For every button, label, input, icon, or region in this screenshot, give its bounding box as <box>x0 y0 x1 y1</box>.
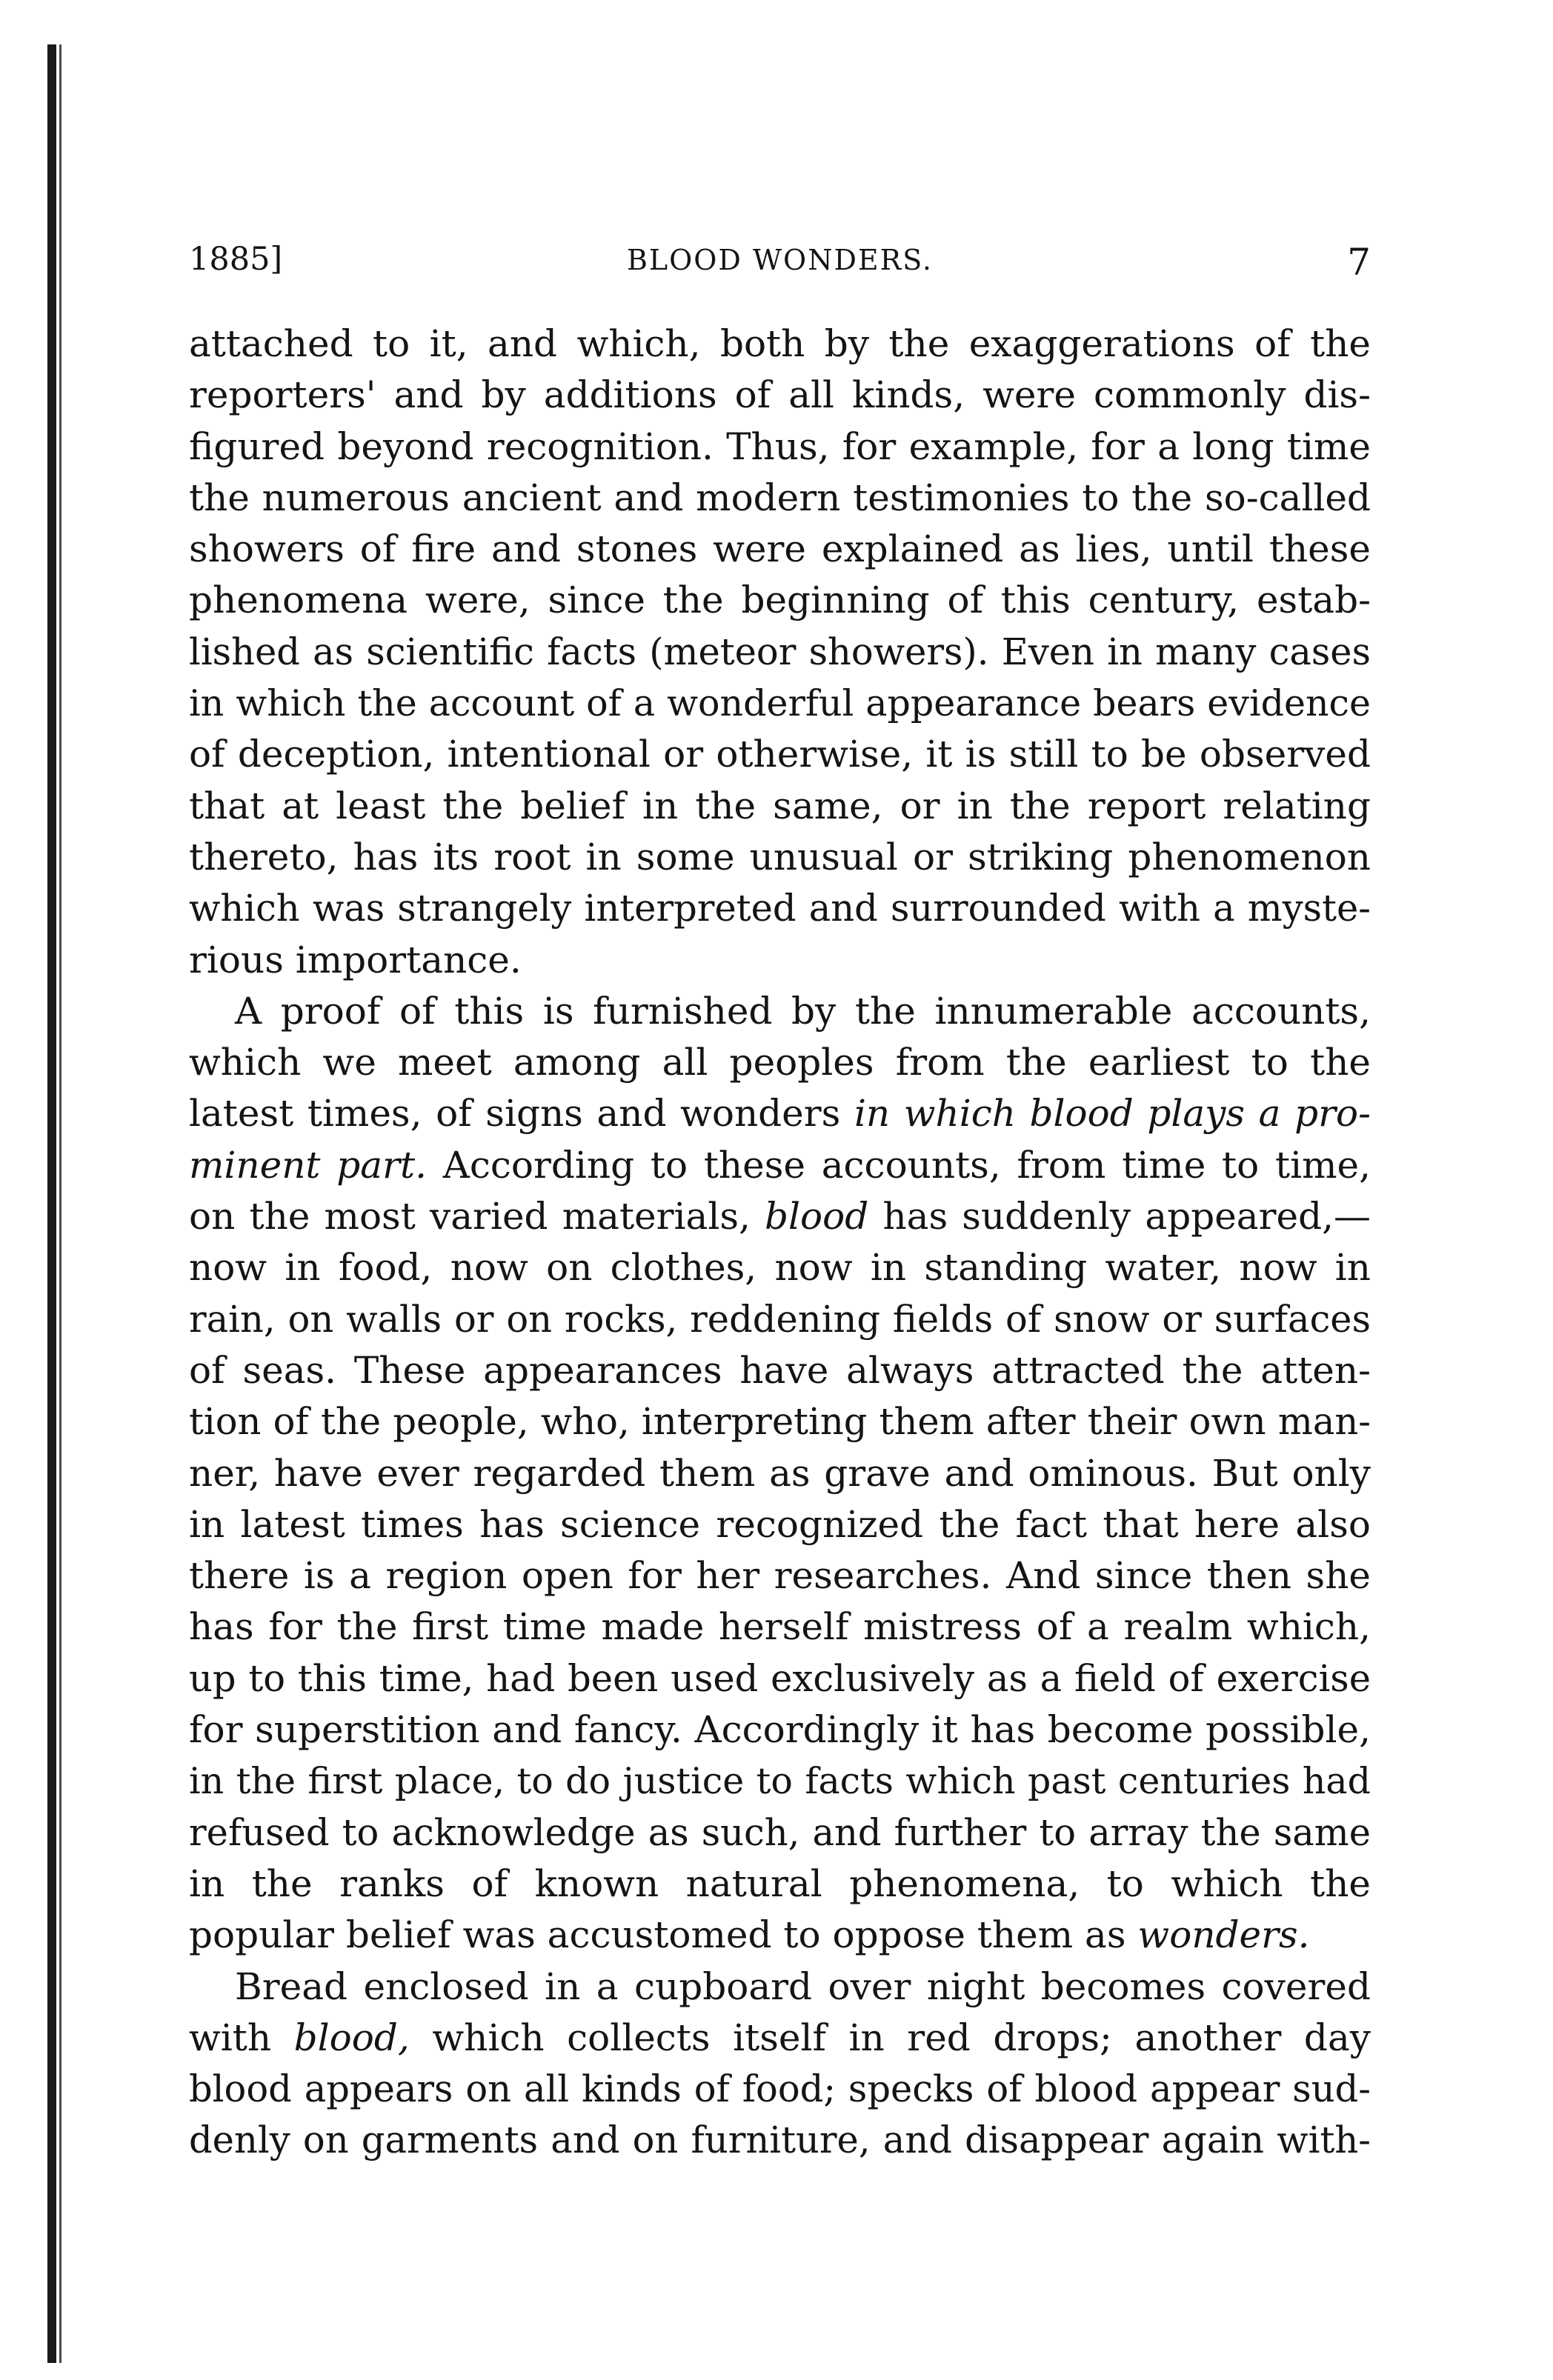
italic-text: wonders. <box>1137 1913 1310 1957</box>
text-line <box>189 1910 1371 1961</box>
line-text: rious importance. <box>189 938 522 981</box>
text-line <box>189 1448 1371 1499</box>
text-line <box>189 1756 1371 1807</box>
text-line <box>189 1294 1371 1345</box>
text-line <box>189 627 1371 678</box>
scan-edge-line <box>59 44 61 2363</box>
line-text: with <box>189 2016 294 2059</box>
text-line <box>189 473 1371 524</box>
line-text: rain, on walls or on rocks, reddening fields of snow or surfaces <box>189 1297 1371 1341</box>
line-text: for superstition and fancy. Accordingly it has become possible, <box>189 1708 1371 1752</box>
text-line <box>189 370 1371 421</box>
text-line <box>189 1961 1371 2013</box>
line-text: figured beyond recognition. Thus, for example, for a long time <box>189 424 1371 468</box>
line-text: tion of the people, who, interpreting them after their own man- <box>189 1400 1371 1444</box>
text-line <box>189 1191 1371 1242</box>
line-text: attached to it, and which, both by the exaggerations of the <box>189 322 1371 365</box>
line-text: that at least the belief in the same, or in the report relating <box>189 784 1371 827</box>
line-text: ner, have ever regarded them as grave and ominous. But only <box>189 1451 1371 1495</box>
line-text: in which the account of a wonderful appearance bears evidence <box>189 682 1371 725</box>
line-text: up to this time, had been used exclusively as a field of exercise <box>189 1656 1371 1700</box>
italic-text: blood <box>765 1195 869 1239</box>
text-line <box>189 1396 1371 1447</box>
line-text: which was strangely interpreted and surrounded with a myste- <box>189 887 1371 930</box>
line-text: now in food, now on clothes, now in standing water, now in <box>189 1246 1371 1290</box>
line-text: reporters' and by additions of all kinds, were commonly dis- <box>189 373 1371 417</box>
text-line <box>189 678 1371 729</box>
text-line <box>189 575 1371 626</box>
line-text: popular belief was accustomed to oppose them as <box>189 1913 1138 1957</box>
text-line <box>189 1088 1371 1139</box>
text-line <box>189 883 1371 934</box>
running-head-date: 1885] <box>189 241 283 278</box>
line-text: According to these accounts, from time to time, <box>426 1143 1371 1187</box>
page-number: 7 <box>1347 241 1371 284</box>
line-text: latest times, of signs and wonders <box>189 1092 854 1136</box>
text-line <box>189 986 1371 1037</box>
text-line <box>189 1345 1371 1396</box>
line-text: of seas. These appearances have always attracted the atten- <box>189 1348 1371 1392</box>
text-line <box>189 2115 1371 2166</box>
line-text: of deception, intentional or otherwise, it is still to be observed <box>189 733 1371 776</box>
line-text: on the most varied materials, <box>189 1195 765 1239</box>
running-head-title: BLOOD WONDERS. <box>626 244 934 276</box>
line-text: which we meet among all peoples from the earliest to the <box>189 1041 1371 1084</box>
line-text: in the first place, to do justice to facts which past centuries had <box>189 1760 1371 1803</box>
line-text: in the ranks of known natural phenomena, to which the <box>189 1861 1371 1905</box>
text-line <box>189 421 1371 473</box>
italic-text: minent part. <box>189 1143 427 1187</box>
line-text: thereto, has its root in some unusual or striking phenomenon <box>189 835 1371 879</box>
text-line <box>189 524 1371 575</box>
text-line <box>189 935 1371 986</box>
line-text: has suddenly appeared,— <box>868 1195 1371 1239</box>
running-head <box>189 241 1371 285</box>
text-line <box>189 1550 1371 1601</box>
text-line <box>189 729 1371 780</box>
text-line <box>189 781 1371 832</box>
text-line <box>189 1704 1371 1756</box>
line-text: lished as scientific facts (meteor showers). Even in many cases <box>189 630 1371 673</box>
text-line <box>189 1037 1371 1088</box>
body-text <box>189 319 1371 2167</box>
text-line <box>189 2064 1371 2115</box>
italic-text: blood, <box>293 2016 410 2059</box>
line-text: refused to acknowledge as such, and further to array the same <box>189 1810 1371 1854</box>
line-text: the numerous ancient and modern testimonies to the so-called <box>189 476 1371 519</box>
scan-edge-bar <box>47 44 56 2363</box>
text-line <box>189 1653 1371 1704</box>
text-line <box>189 1859 1371 1910</box>
line-text: there is a region open for her researches. And since then she <box>189 1554 1371 1598</box>
line-text: blood appears on all kinds of food; specks of blood appear sud- <box>189 2067 1371 2111</box>
text-line <box>189 1140 1371 1191</box>
text-line <box>189 319 1371 370</box>
text-line <box>189 2013 1371 2064</box>
text-line <box>189 832 1371 883</box>
text-line <box>189 1601 1371 1653</box>
italic-text: in which blood plays a pro- <box>854 1092 1371 1136</box>
line-text: A proof of this is furnished by the innumerable accounts, <box>235 989 1371 1033</box>
text-line <box>189 1242 1371 1293</box>
text-line <box>189 1807 1371 1859</box>
line-text: denly on garments and on furniture, and disappear again with- <box>189 2119 1371 2162</box>
line-text: has for the first time made herself mistress of a realm which, <box>189 1605 1371 1649</box>
line-text: showers of fire and stones were explained as lies, until these <box>189 527 1371 571</box>
line-text: phenomena were, since the beginning of this century, estab- <box>189 579 1371 622</box>
line-text: which collects itself in red drops; another day <box>409 2016 1371 2059</box>
text-line <box>189 1499 1371 1550</box>
line-text: in latest times has science recognized the fact that here also <box>189 1502 1371 1546</box>
line-text: Bread enclosed in a cupboard over night becomes covered <box>235 1964 1371 2008</box>
